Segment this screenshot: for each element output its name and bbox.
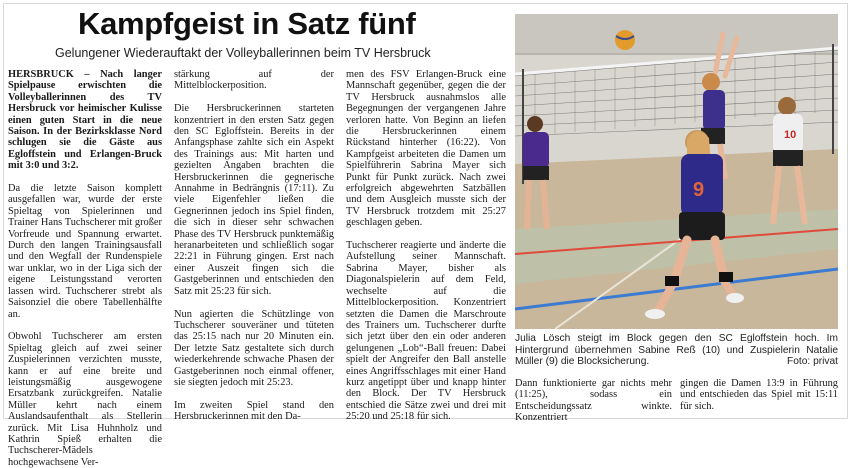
article-headline: Kampfgeist in Satz fünf [78,6,416,41]
jersey-number-front: 9 [693,179,705,201]
article-subheadline: Gelungener Wiederauftakt der Volleyballerinnen beim TV Hersbruck [55,46,431,60]
jersey-number-back: 10 [784,129,797,141]
text-column-5 [680,378,838,412]
paragraph: Die Hersbruckerinnen starteten konzentriert in den ersten Satz gegen den SC Egloffstein. Bereits in der Anfangsphase zahlte sich ein Aspekt des Trainings aus: Mit harten und gezielten Angaben brachten die Hersbruckerinnen die gegnerische Annahme in Bedrängnis (17:11). Zu viele Eigenfehler ließen die Gegnerinnen jedoch ins Spiel finden, die sich in dieser sehr schwachen Phase des TV Hersbruck punktemäßig heranarbeiteten und schließlich sogar 22:21 in Führung gingen. Erst nach einer Auszeit fingen sich die Gastgeberinnen und entschieden den Satz mit 25:23 für sich. [174,103,334,297]
caption-text: Julia Lösch steigt im Block gegen den SC Egloffstein hoch. Im Hintergrund übernehmen Sabine Reß (10) und Zuspielerin Natalie Müller (9) die Blocksicherung. [515,333,838,368]
text-column-4 [515,378,672,424]
paragraph: Obwohl Tuchscherer am ersten Spieltag gleich auf zwei seiner Zuspielerinnen verzichten musste, kann er auf eine breite und leistungsmäßig ausgewogene Ersatzbank zurückgreifen. Natalie Müller kehrt nach einem Auslandsaufenthalt als Stellerin zurück. Mit Lisa Huhnholz und Kathrin Spieß erhalten die Tuchscherer-Mädels hochgewachsene Ver- [8,331,162,468]
paragraph: Nun agierten die Schützlinge von Tuchscherer souveräner und tüteten das 25:15 nach nur 20 Minuten ein. Der letzte Satz gestaltete sich durch wiederkehrende schwache Phasen der Gastgeberinnen noch einmal offener, sie siegten jedoch mit 25:23. [174,308,334,388]
article-lead: HERSBRUCK – Nach langer Spielpause erwischten die Volleyballerinnen des TV Hersbruck vor heimischer Kulisse einen guten Start in die neue Saison. In der Bezirksklasse Nord schlugen sie die Gäste aus Egloffstein und Erlangen-Bruck mit 3:0 und 3:2. [8,69,162,172]
volleyball-photo [515,14,838,329]
text-column-1 [8,69,162,468]
paragraph: Da die letzte Saison komplett ausgefallen war, wurde der erste Spieltag von Spielerinnen und Trainer Hans Tuchscherer mit großer Vorfreude und Spannung erwartet. Durch den langen Trainingsausfall und den Wegfall der Rundenspiele war unklar, wo in der Liga sich der eigene Leistungsstand verorten lassen wird. Tuchscherer strebt als Saisonziel die obere Tabellenhälfte an. [8,183,162,320]
text-column-3 [346,69,506,423]
paragraph: Im zweiten Spiel stand den Hersbruckerinnen mit den Da- [174,399,334,423]
text-column-2 [174,69,334,423]
paragraph: stärkung auf der Mittelblockerposition. [174,69,334,92]
paragraph: gingen die Damen 13:9 in Führung und entschieden das Spiel mit 15:11 für sich. [680,378,838,412]
paragraph: men des FSV Erlangen-Bruck eine Mannschaft gegenüber, gegen die der TV Hersbruck ausnahmslos alle Begegnungen der vergangenen Jahre verloren hatte. Von Beginn an liefen die Hersbruckerinnen einem Rückstand hinterher (16:22). Von Kampfgeist arbeiteten die Damen um Spielführerin Sabrina Mayer sich Punkt für Punkt zurück. Nach zwei erfolgreich abgewehrten Satzbällen und dem Ausgleich musste sich der TV Hersbruck trotzdem mit 25:27 geschlagen geben. [346,69,506,229]
photo-credit: Foto: privat [787,356,838,368]
paragraph: Tuchscherer reagierte und änderte die Aufstellung seiner Mannschaft. Sabrina Mayer, bisher als Diagonalspielerin auf dem Feld, wechselte auf die Mittelblockerposition. Konzentriert setzten die Damen die Marschroute des Trainers um. Tuchscherer durfte sich jetzt über den ein oder anderen gelungenen „Lob“-Ball freuen: Dabei spielt der Angreifer den Ball anstelle eines Angriffsschlages mit einer Hand kurz angetippt über und knapp hinter den Block. Der TV Hersbruck entschied die Sätze zwei und drei mit 25:20 und 25:18 für sich. [346,240,506,423]
paragraph: Dann funktionierte gar nichts mehr (11:25), sodass ein Entscheidungssatz winkte. Konzentriert [515,378,672,424]
photo-caption [515,333,838,368]
